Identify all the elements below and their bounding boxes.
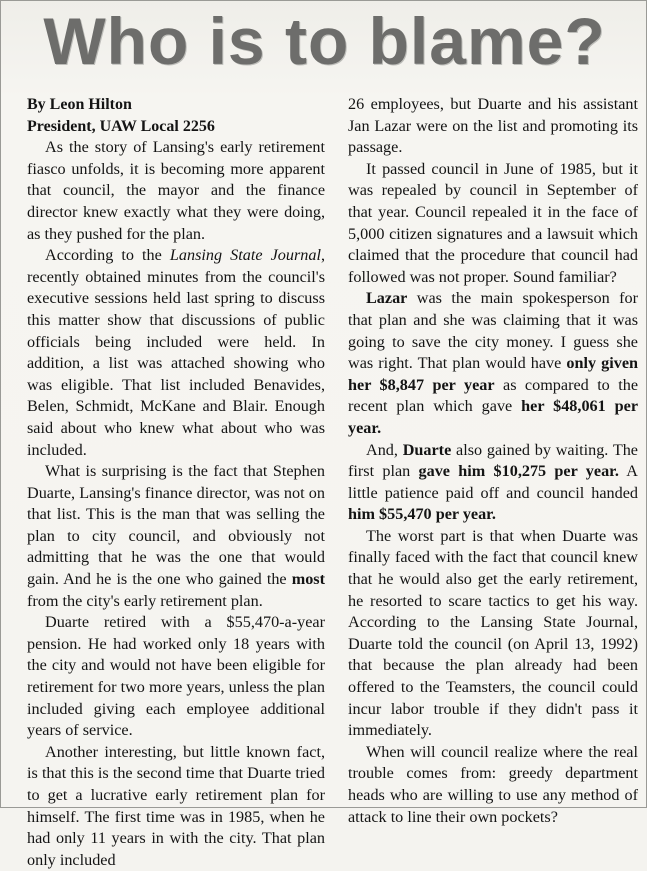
article-column-left xyxy=(27,94,325,871)
text-run: A little patience paid off and council handed xyxy=(348,462,638,502)
emphasis: only given her $8,847 per year xyxy=(348,354,639,394)
publication-name: Lansing State Journal xyxy=(169,246,321,265)
byline xyxy=(27,94,325,137)
paragraph xyxy=(27,245,325,461)
paragraph: As the story of Lansing's early retirement fiasco unfolds, it is becoming more apparent that council, the mayor and the finance director knew exactly what they were doing, as they pushed for the plan. xyxy=(27,138,325,243)
text-run: from the city's early retirement plan. xyxy=(27,591,263,610)
emphasis: most xyxy=(291,570,325,589)
paragraph: Another interesting, but little known fact, is that this is the second time that Duarte tried to get a lucrative early retirement plan for himself. The first time was in 1985, when he had only 11 years in with the city. That plan only included xyxy=(27,742,325,869)
emphasis: him $55,470 per year. xyxy=(348,505,496,524)
paragraph xyxy=(27,461,325,612)
text-run: And, xyxy=(366,440,403,459)
emphasis: Lazar xyxy=(366,289,408,308)
paragraph xyxy=(348,288,638,439)
text-run: was the main spokesperson for that plan and she was claiming that it was going to save the city money. I guess she was right. That plan would have xyxy=(348,289,638,373)
headline: Who is to blame? xyxy=(43,4,606,78)
emphasis: her $48,061 per year. xyxy=(348,397,639,437)
paragraph xyxy=(348,440,638,526)
text-run: also gained by waiting. The first plan xyxy=(348,440,638,481)
article-column-right xyxy=(348,94,638,828)
paragraph: 26 employees, but Duarte and his assistant Jan Lazar were on the list and promoting its passage. xyxy=(348,95,638,157)
paragraph: When will council realize where the real trouble comes from: greedy department heads who are willing to use any method of attack to line their own pockets? xyxy=(348,742,638,826)
byline-author: By Leon Hilton xyxy=(27,96,132,113)
byline-title: President, UAW Local 2256 xyxy=(27,117,215,135)
emphasis: Duarte xyxy=(402,440,452,459)
emphasis: gave him $10,275 per year. xyxy=(418,462,619,481)
paragraph: It passed council in June of 1985, but it was repealed by council in September of that year. Council repealed it in the face of 5,000 citizen signatures and a lawsuit which claimed that the procedure that council had followed was not proper. Sound familiar? xyxy=(348,159,638,286)
text-run: According to the xyxy=(45,246,170,265)
paragraph: Duarte retired with a $55,470-a-year pension. He had worked only 18 years with the city and would not have been eligible for retirement for two more years, unless the plan included giving each employee additional years of service. xyxy=(27,613,325,740)
text-run: , recently obtained minutes from the council's executive sessions held last spring to discuss this matter show that discussions of public officials being included were held. In addition, a list was attached showing who was eligible. That list included Benavides, Belen, Schmidt, McKane and Blair. Enough said about who knew what about who was included. xyxy=(27,246,325,459)
paragraph: The worst part is that when Duarte was finally faced with the fact that council knew that he would also get the early retirement, he resorted to scare tactics to get his way. According to the Lansing State Journal, Duarte told the council (on April 13, 1992) that because the plan already had been offered to the Teamsters, the council could incur labor trouble if they didn't pass it immediately. xyxy=(348,526,638,740)
text-run: as compared to the recent plan which gave xyxy=(348,375,638,416)
text-run: What is surprising is the fact that Stephen Duarte, Lansing's finance director, was not on that list. This is the man that was selling the plan to city council, and obviously not admitting that he was the one that would gain. And he is the one who gained the xyxy=(27,462,325,589)
